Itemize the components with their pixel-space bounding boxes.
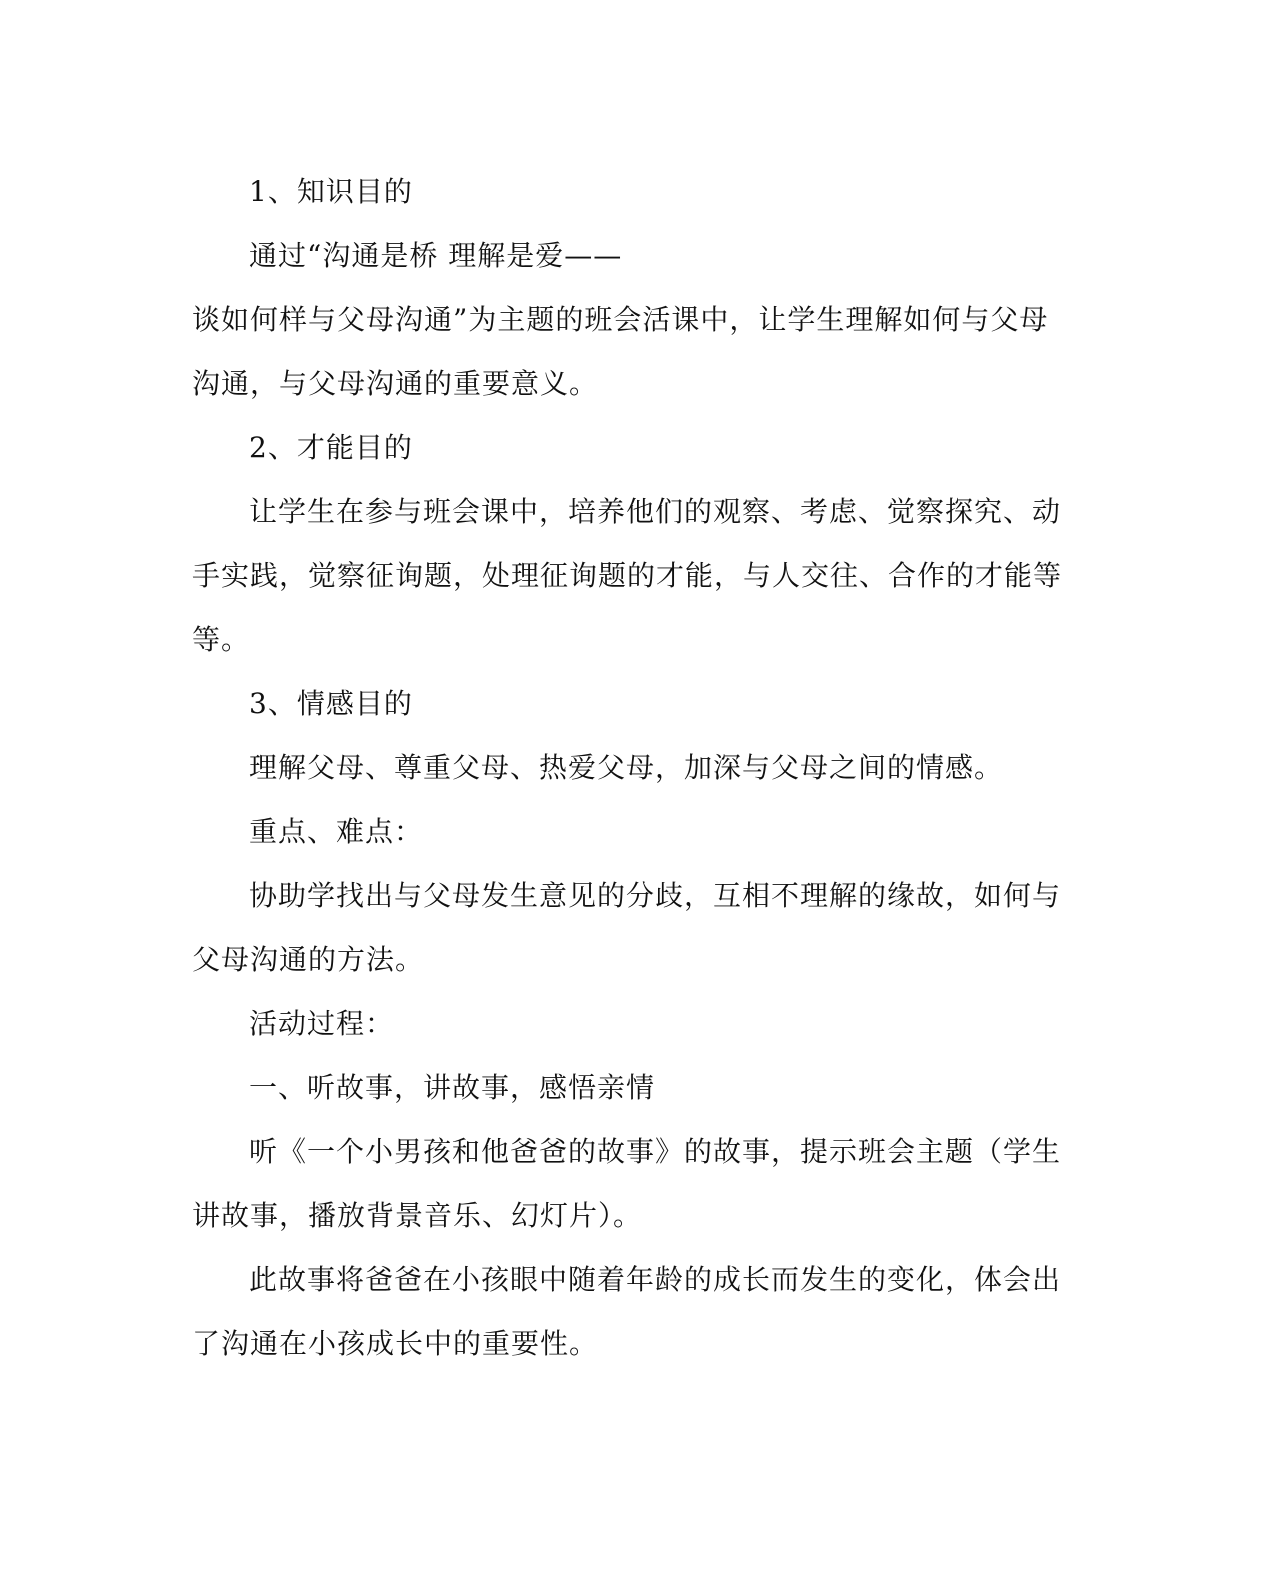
paragraph-emotion-description: 理解父母、尊重父母、热爱父母，加深与父母之间的情感。 bbox=[249, 751, 1004, 784]
paragraph-key-points: 协助学找出与父母发生意见的分歧，互相不理解的缘故，如何与父母沟通的方法。 bbox=[192, 879, 1062, 976]
heading-knowledge-goal: 1、知识目的 bbox=[249, 175, 413, 208]
heading-ability-goal: 2、才能目的 bbox=[249, 431, 413, 464]
heading-section-one: 一、听故事，讲故事，感悟亲情 bbox=[249, 1071, 656, 1104]
paragraph-story-meaning: 此故事将爸爸在小孩眼中随着年龄的成长而发生的变化，体会出了沟通在小孩成长中的重要性。 bbox=[192, 1263, 1062, 1360]
document-body bbox=[192, 160, 1072, 1376]
heading-emotion-goal: 3、情感目的 bbox=[249, 687, 413, 720]
paragraph-theme-description: 谈如何样与父母沟通”为主题的班会活课中，让学生理解如何与父母沟通，与父母沟通的重要意义。 bbox=[192, 303, 1049, 400]
heading-key-points: 重点、难点： bbox=[249, 815, 424, 848]
paragraph-story-listen: 听《一个小男孩和他爸爸的故事》的故事，提示班会主题（学生讲故事，播放背景音乐、幻灯片）。 bbox=[192, 1135, 1062, 1232]
paragraph-theme-intro: 通过“沟通是桥 理解是爱—— bbox=[249, 239, 623, 272]
heading-activity-process: 活动过程： bbox=[249, 1007, 395, 1040]
paragraph-ability-description: 让学生在参与班会课中，培养他们的观察、考虑、觉察探究、动手实践，觉察征询题，处理征询题的才能，与人交往、合作的才能等等。 bbox=[192, 495, 1063, 656]
